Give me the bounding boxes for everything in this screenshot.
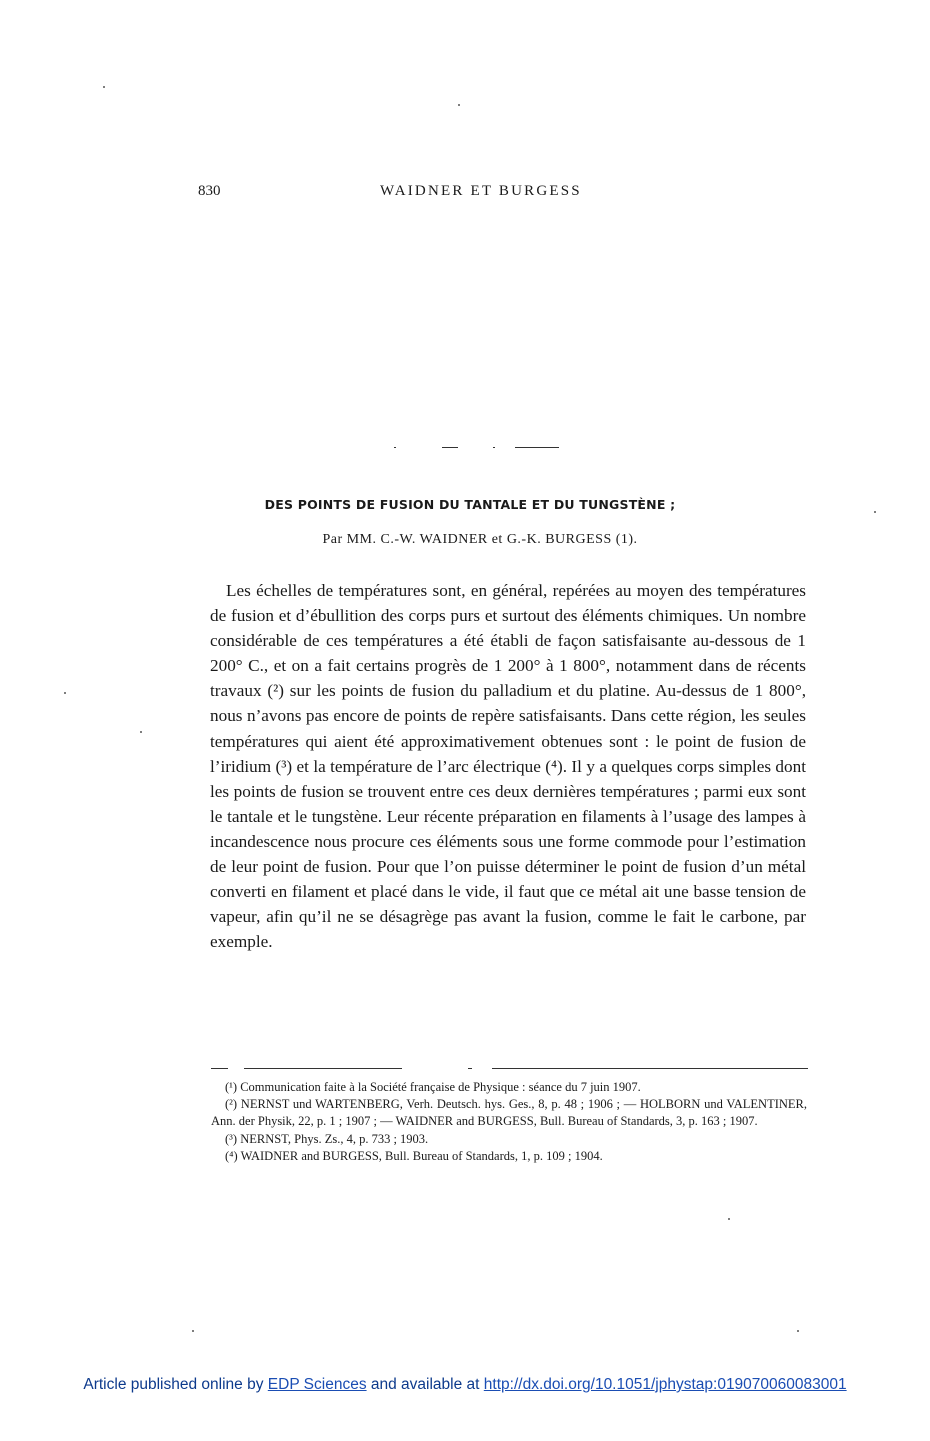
byline-authors: Par MM. C.-W. WAIDNER et G.-K. BURGESS [322, 532, 612, 547]
article-byline [160, 532, 800, 548]
footnote-2: (²) NERNST und WARTENBERG, Verh. Deutsch. hys. Ges., 8, p. 48 ; 1906 ; — HOLBORN und VALENTINER, Ann. der Physik, 22, p. 1 ; 1907 ; — WAIDNER and BURGESS, Bull. Bureau of Standards, 3, p. 163 ; 1907. [211, 1097, 807, 1129]
footnote-rule [492, 1068, 808, 1069]
scan-speck [192, 1330, 194, 1332]
publisher-banner [0, 1376, 930, 1394]
page-number: 830 [198, 183, 221, 199]
running-head: WAIDNER ET BURGESS [380, 183, 582, 199]
scan-speck [874, 511, 876, 513]
scan-speck [458, 104, 460, 106]
footnote-4: (⁴) WAIDNER and BURGESS, Bull. Bureau of Standards, 1, p. 109 ; 1904. [225, 1148, 603, 1163]
body-text [210, 578, 806, 954]
footnote-1: (¹) Communication faite à la Société française de Physique : séance du 7 juin 1907. [225, 1080, 641, 1094]
banner-prefix: Article published online by [83, 1376, 264, 1393]
publisher-link[interactable]: EDP Sciences [267, 1376, 367, 1393]
footnote-rule [468, 1068, 472, 1069]
scan-speck [140, 731, 142, 733]
banner-middle: and available at [370, 1376, 480, 1393]
scan-speck [103, 86, 105, 88]
footnote-3: (³) NERNST, Phys. Zs., 4, p. 733 ; 1903. [225, 1131, 429, 1146]
body-paragraph: Les échelles de températures sont, en général, repérées au moyen des températures de fusion et d’ébullition des corps purs et surtout des éléments chimiques. Un nombre considérable de ces températures a été établi de façon satisfaisante au-dessous de 1 200° C., et on a fait certains progrès de 1 200° à 1 800°, notamment dans de récents travaux (²) sur les points de fusion du palladium et du platine. Au-dessus de 1 800°, nous n’avons pas encore de points de repère satisfaisants. Dans cette région, les seules températures qui aient été approximativement obtenues sont : le point de fusion de l’iridium (³) et la température de l’arc électrique (⁴). Il y a quelques corps simples dont les points de fusion se trouvent entre ces deux dernières températures ; parmi eux sont le tantale et le tungstène. Leur récente préparation en filaments à l’usage des lampes à incandescence nous procure ces éléments sous une forme commode pour l’estimation de leur point de fusion. Pour que l’on puisse déterminer le point de fusion d’un métal converti en filament et placé dans le vide, il faut que ce métal ait une basse tension de vapeur, afin qu’il ne se désagrège pas avant la fusion, comme le fait le carbone, par exemple. [210, 581, 806, 952]
scan-speck [728, 1218, 730, 1220]
doi-link[interactable]: http://dx.doi.org/10.1051/jphystap:019070060083001 [483, 1376, 847, 1393]
footnote-rule [244, 1068, 402, 1069]
scan-speck [64, 692, 66, 694]
scan-speck [797, 1330, 799, 1332]
footnote-rule [211, 1068, 228, 1069]
footnotes [211, 1079, 807, 1165]
article-title: DES POINTS DE FUSION DU TANTALE ET DU TUNGSTÈNE ; [264, 497, 676, 512]
byline-note-ref: (1). [615, 532, 638, 547]
section-separator [390, 440, 570, 454]
